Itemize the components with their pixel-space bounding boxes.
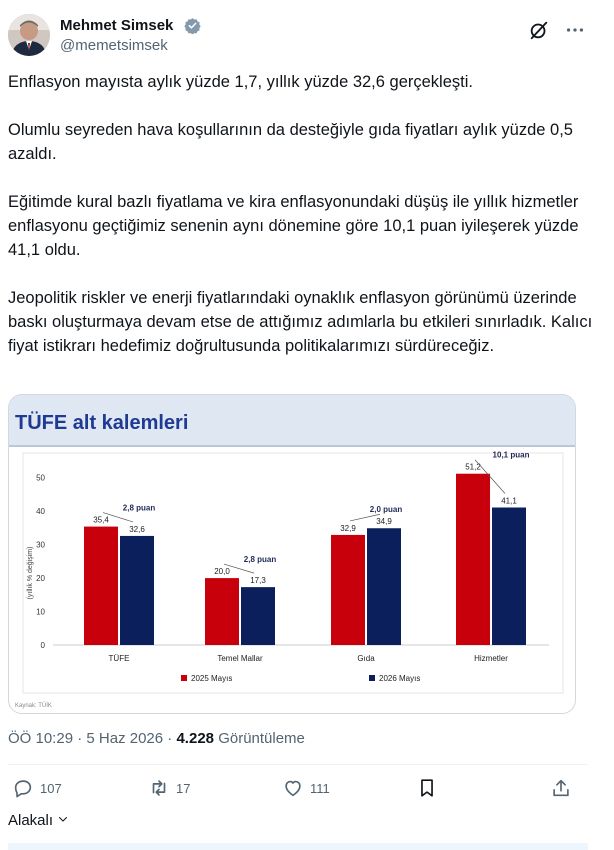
bar-2026 [367, 528, 401, 645]
change-annotation: 2,8 puan [122, 503, 156, 513]
bar-value-label: 20,0 [214, 567, 230, 577]
like-count: 111 [310, 780, 330, 796]
tweet-paragraph: Olumlu seyreden hava koşullarının da desteğiyle gıda fiyatları aylık yüzde 0,5 azaldı. [8, 121, 573, 163]
category-label: TÜFE [108, 654, 130, 663]
avatar[interactable] [8, 14, 50, 56]
y-axis-label: (yıllık % değişim) [27, 546, 34, 600]
repost-button[interactable] [148, 777, 190, 799]
bar-value-label: 17,3 [250, 576, 266, 586]
legend-label: 2026 Mayıs [379, 674, 421, 683]
change-annotation: 2,8 puan [243, 555, 277, 565]
author-handle[interactable]: @memetsimsek [60, 37, 168, 54]
chart-header-rule [9, 445, 575, 447]
tweet-header [8, 14, 606, 62]
author-name[interactable]: Mehmet Simsek [60, 17, 174, 34]
y-tick-label: 10 [36, 607, 45, 617]
bar-value-label: 32,9 [340, 523, 356, 533]
bar-2025 [84, 527, 118, 645]
category-label: Gıda [357, 654, 375, 663]
bar-2025 [331, 535, 365, 645]
heart-icon [282, 777, 304, 799]
bar-value-label: 41,1 [501, 496, 517, 506]
reply-icon [12, 777, 34, 799]
bookmark-icon [416, 777, 438, 799]
tweet-paragraph: Enflasyon mayısta aylık yüzde 1,7, yıllık yüzde 32,6 gerçekleşti. [8, 73, 473, 91]
y-tick-label: 50 [36, 473, 45, 483]
bar-value-label: 34,9 [376, 517, 392, 527]
share-icon [550, 777, 572, 799]
related-label: Alakalı [8, 812, 54, 829]
legend-swatch [369, 675, 375, 681]
grok-icon[interactable] [528, 19, 550, 46]
tweet-meta [8, 730, 305, 747]
verified-badge-icon [184, 17, 201, 39]
category-label: Temel Mallar [217, 654, 263, 663]
bar-chart [9, 395, 575, 713]
repost-icon [148, 777, 170, 799]
tweet-paragraph: Eğitimde kural bazlı fiyatlama ve kira enflasyonundaki düşüş ile yıllık hizmetler enflasyonu geçtiğimiz senenin aynı dönemine göre 10,1 puan iyileşerek yüzde 41,1 oldu. [8, 193, 579, 259]
tweet-actions [8, 777, 588, 805]
change-annotation: 10,1 puan [492, 450, 530, 460]
y-tick-label: 40 [36, 507, 45, 517]
y-tick-label: 0 [40, 641, 45, 650]
bookmark-button[interactable] [416, 777, 438, 799]
category-label: Hizmetler [474, 654, 508, 663]
legend-swatch [181, 675, 187, 681]
bar-value-label: 35,4 [93, 515, 109, 525]
reply-count: 107 [40, 780, 62, 796]
more-options-icon[interactable] [564, 19, 586, 46]
bar-2025 [456, 474, 490, 645]
share-button[interactable] [550, 777, 572, 799]
tweet-date[interactable]: 5 Haz 2026 [86, 730, 164, 747]
related-toggle[interactable] [8, 812, 69, 829]
bar-2026 [241, 587, 275, 645]
view-count: 4.228 [176, 730, 215, 747]
y-tick-label: 20 [36, 574, 45, 584]
legend-label: 2025 Mayıs [191, 674, 233, 683]
change-annotation: 2,0 puan [369, 505, 403, 515]
bottom-banner [8, 843, 588, 850]
bar-2026 [120, 536, 154, 645]
tweet-media-chart[interactable] [8, 394, 576, 714]
tweet-time[interactable]: ÖÖ 10:29 [8, 730, 74, 747]
divider [8, 764, 588, 765]
view-label: Görüntüleme [218, 730, 305, 747]
bar-2026 [492, 508, 526, 645]
repost-count: 17 [176, 780, 191, 796]
y-tick-label: 30 [36, 540, 45, 550]
tweet-paragraph: Jeopolitik riskler ve enerji fiyatlarındaki oynaklık enflasyon görünümü üzerinde baskı oluşturmaya devam etse de attığımız adımlarla bu etkileri sınırladık. Kalıcı fiyat istikrarı hedefimiz doğrultusunda politikalarımızı sürdüreceğiz. [8, 289, 593, 355]
bar-value-label: 51,2 [465, 462, 481, 472]
reply-button[interactable] [12, 777, 62, 799]
bar-2025 [205, 578, 239, 645]
bar-value-label: 32,6 [129, 524, 145, 534]
meta-separator: · [167, 730, 173, 747]
chart-title: TÜFE alt kalemleri [15, 412, 189, 434]
meta-separator: · [77, 730, 83, 747]
chart-source: Kaynak: TÜİK [15, 703, 52, 709]
chevron-down-icon [57, 813, 69, 825]
like-button[interactable] [282, 777, 330, 799]
